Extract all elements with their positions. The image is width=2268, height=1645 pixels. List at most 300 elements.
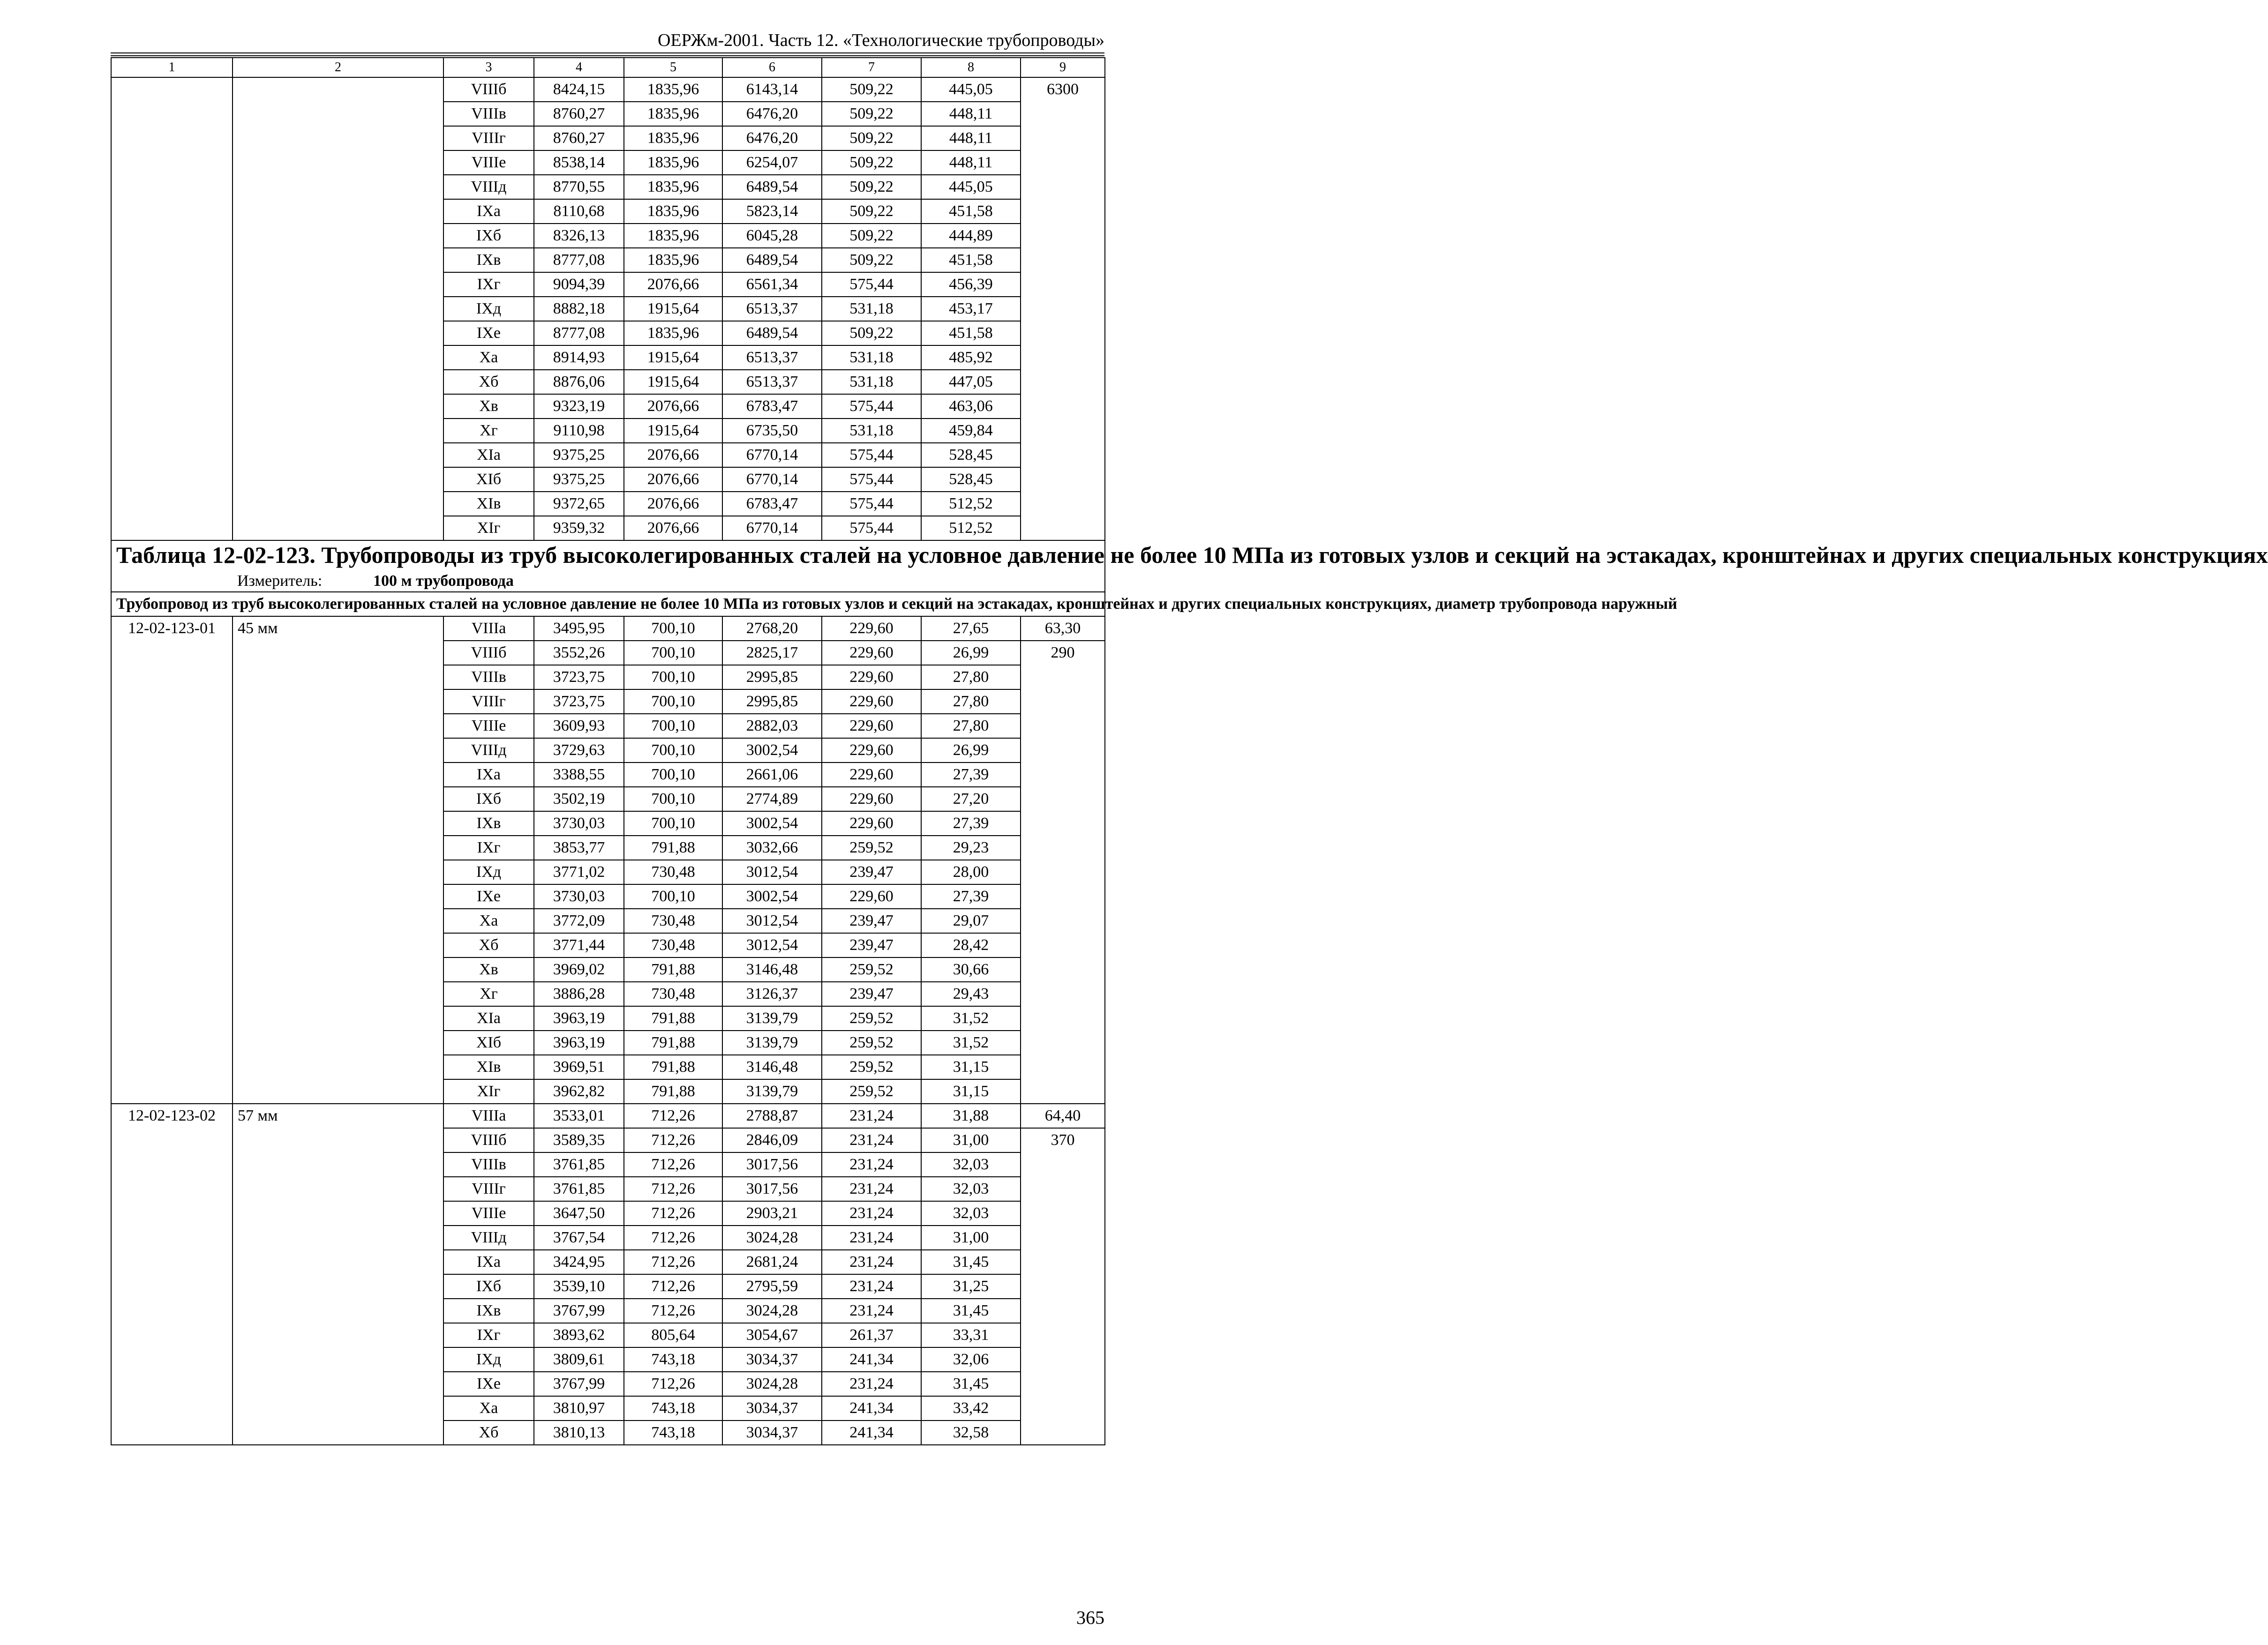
resource-class: XIг — [443, 1079, 534, 1104]
wage-cost: 700,10 — [624, 641, 722, 665]
name-cell — [233, 492, 443, 516]
name-cell — [233, 443, 443, 467]
worker-labor — [1021, 1226, 1105, 1250]
machinist-wage: 259,52 — [822, 1079, 921, 1104]
name-cell — [233, 272, 443, 297]
table-row — [111, 394, 1105, 419]
wage-cost: 700,10 — [624, 738, 722, 763]
resource-class: VIIIе — [443, 714, 534, 738]
code-cell — [111, 199, 233, 224]
resource-class: IXд — [443, 1347, 534, 1372]
wage-cost: 1835,96 — [624, 150, 722, 175]
code-cell — [111, 102, 233, 126]
wage-cost: 743,18 — [624, 1347, 722, 1372]
total-cost: 8110,68 — [534, 199, 624, 224]
material-cost: 448,11 — [921, 102, 1021, 126]
worker-labor — [1021, 787, 1105, 811]
machine-cost: 2903,21 — [722, 1201, 822, 1226]
worker-labor — [1021, 248, 1105, 272]
resource-class: XIв — [443, 1055, 534, 1079]
worker-labor — [1021, 763, 1105, 787]
total-cost: 3609,93 — [534, 714, 624, 738]
resource-class: Xа — [443, 1396, 534, 1421]
worker-labor — [1021, 1250, 1105, 1274]
code-cell — [111, 419, 233, 443]
machinist-wage: 229,60 — [822, 665, 921, 689]
wage-cost: 700,10 — [624, 811, 722, 836]
worker-labor — [1021, 714, 1105, 738]
material-cost: 447,05 — [921, 370, 1021, 394]
resource-class: Xа — [443, 909, 534, 933]
rate-name — [233, 1372, 443, 1396]
table-row — [111, 1372, 1105, 1396]
rate-code — [111, 738, 233, 763]
material-cost: 30,66 — [921, 957, 1021, 982]
table-row — [111, 665, 1105, 689]
column-number: 2 — [233, 58, 443, 77]
rate-code — [111, 860, 233, 884]
machinist-wage: 259,52 — [822, 1055, 921, 1079]
wage-cost: 712,26 — [624, 1152, 722, 1177]
resource-class: IXб — [443, 787, 534, 811]
total-cost: 3771,02 — [534, 860, 624, 884]
wage-cost: 700,10 — [624, 616, 722, 641]
machine-cost: 3034,37 — [722, 1347, 822, 1372]
worker-labor — [1021, 957, 1105, 982]
machinist-wage: 509,22 — [822, 77, 921, 102]
rate-name — [233, 1396, 443, 1421]
resource-class: IXг — [443, 1323, 534, 1347]
machine-cost: 6783,47 — [722, 394, 822, 419]
machinist-wage: 531,18 — [822, 297, 921, 321]
total-cost: 3730,03 — [534, 811, 624, 836]
rate-code — [111, 1250, 233, 1274]
resource-class: VIIIг — [443, 1177, 534, 1201]
worker-labor — [1021, 321, 1105, 345]
wage-cost: 712,26 — [624, 1226, 722, 1250]
code-cell — [111, 467, 233, 492]
material-cost: 26,99 — [921, 738, 1021, 763]
wage-cost: 2076,66 — [624, 443, 722, 467]
table-row — [111, 199, 1105, 224]
machinist-wage: 509,22 — [822, 102, 921, 126]
total-cost: 3767,99 — [534, 1372, 624, 1396]
material-cost: 463,06 — [921, 394, 1021, 419]
total-cost: 9094,39 — [534, 272, 624, 297]
resource-class: VIIIг — [443, 126, 534, 150]
total-cost: 8538,14 — [534, 150, 624, 175]
material-cost: 453,17 — [921, 297, 1021, 321]
total-cost: 9372,65 — [534, 492, 624, 516]
rate-code — [111, 1323, 233, 1347]
wage-cost: 712,26 — [624, 1128, 722, 1152]
machinist-wage: 509,22 — [822, 126, 921, 150]
rate-name — [233, 1323, 443, 1347]
rate-name: 57 мм — [233, 1104, 443, 1128]
rate-code — [111, 1347, 233, 1372]
material-cost: 451,58 — [921, 321, 1021, 345]
total-cost: 3424,95 — [534, 1250, 624, 1274]
column-number: 1 — [111, 58, 233, 77]
machinist-wage: 575,44 — [822, 492, 921, 516]
machine-cost: 3024,28 — [722, 1226, 822, 1250]
material-cost: 31,00 — [921, 1128, 1021, 1152]
total-cost: 3772,09 — [534, 909, 624, 933]
machine-cost: 3012,54 — [722, 860, 822, 884]
machine-cost: 2661,06 — [722, 763, 822, 787]
machinist-wage: 531,18 — [822, 370, 921, 394]
rate-name — [233, 1274, 443, 1299]
table-row — [111, 1274, 1105, 1299]
code-cell — [111, 224, 233, 248]
machine-cost: 2681,24 — [722, 1250, 822, 1274]
table-row — [111, 1128, 1105, 1152]
total-cost: 3533,01 — [534, 1104, 624, 1128]
resource-class: XIб — [443, 467, 534, 492]
table-row — [111, 763, 1105, 787]
machine-cost: 2774,89 — [722, 787, 822, 811]
rate-name — [233, 1079, 443, 1104]
total-cost: 3962,82 — [534, 1079, 624, 1104]
resource-class: VIIIв — [443, 1152, 534, 1177]
worker-labor — [1021, 1055, 1105, 1079]
machinist-wage: 509,22 — [822, 175, 921, 199]
rate-name — [233, 1031, 443, 1055]
rate-name — [233, 1006, 443, 1031]
worker-labor — [1021, 884, 1105, 909]
resource-class: VIIIб — [443, 77, 534, 102]
total-cost: 8777,08 — [534, 248, 624, 272]
table-body — [111, 58, 2268, 1445]
wage-cost: 743,18 — [624, 1396, 722, 1421]
wage-cost: 712,26 — [624, 1299, 722, 1323]
worker-labor — [1021, 1152, 1105, 1177]
worker-labor — [1021, 1396, 1105, 1421]
total-cost: 3723,75 — [534, 689, 624, 714]
total-cost: 3723,75 — [534, 665, 624, 689]
machinist-wage: 229,60 — [822, 811, 921, 836]
machine-cost: 2995,85 — [722, 665, 822, 689]
resource-class: VIIIа — [443, 1104, 534, 1128]
table-row — [111, 641, 1105, 665]
rate-name — [233, 1250, 443, 1274]
name-cell — [233, 224, 443, 248]
name-cell — [233, 297, 443, 321]
wage-cost: 1835,96 — [624, 224, 722, 248]
total-cost: 3810,13 — [534, 1421, 624, 1445]
rate-name — [233, 689, 443, 714]
machine-cost: 2795,59 — [722, 1274, 822, 1299]
rate-name — [233, 957, 443, 982]
wage-cost: 791,88 — [624, 1031, 722, 1055]
worker-labor: 63,30 — [1021, 616, 1105, 641]
resource-class: IXв — [443, 1299, 534, 1323]
table-row — [111, 370, 1105, 394]
material-cost: 27,39 — [921, 811, 1021, 836]
material-cost: 445,05 — [921, 77, 1021, 102]
machine-cost: 3139,79 — [722, 1079, 822, 1104]
total-cost: 3963,19 — [534, 1031, 624, 1055]
rate-name: 45 мм — [233, 616, 443, 641]
section-description: Трубопровод из труб высоколегированных сталей на условное давление не более 10 МПа из готовых узлов и секций на эстакадах, кронштейнах и других специальных конструкциях, диаметр трубопровода наружный — [111, 592, 1105, 616]
resource-class: IXг — [443, 272, 534, 297]
machinist-wage: 575,44 — [822, 516, 921, 540]
machine-cost: 6770,14 — [722, 467, 822, 492]
material-cost: 31,52 — [921, 1006, 1021, 1031]
material-cost: 31,45 — [921, 1372, 1021, 1396]
material-cost: 31,88 — [921, 1104, 1021, 1128]
total-cost: 8760,27 — [534, 102, 624, 126]
total-cost: 8876,06 — [534, 370, 624, 394]
machinist-wage: 509,22 — [822, 321, 921, 345]
wage-cost: 700,10 — [624, 689, 722, 714]
machine-cost: 3139,79 — [722, 1031, 822, 1055]
code-cell — [111, 248, 233, 272]
column-number: 4 — [534, 58, 624, 77]
rate-name — [233, 982, 443, 1006]
wage-cost: 1915,64 — [624, 370, 722, 394]
machine-cost: 2768,20 — [722, 616, 822, 641]
resource-class: VIIIв — [443, 665, 534, 689]
machinist-wage: 575,44 — [822, 272, 921, 297]
code-cell — [111, 126, 233, 150]
material-cost: 27,80 — [921, 714, 1021, 738]
table-row — [111, 1201, 1105, 1226]
wage-cost: 791,88 — [624, 836, 722, 860]
wage-cost: 712,26 — [624, 1201, 722, 1226]
table-row — [111, 1421, 1105, 1445]
worker-labor — [1021, 689, 1105, 714]
rate-code — [111, 1396, 233, 1421]
rate-code — [111, 665, 233, 689]
wage-cost: 700,10 — [624, 665, 722, 689]
table-row — [111, 909, 1105, 933]
worker-labor — [1021, 126, 1105, 150]
rate-code — [111, 884, 233, 909]
material-cost: 29,43 — [921, 982, 1021, 1006]
measure-line — [116, 571, 1100, 591]
rate-name — [233, 836, 443, 860]
machine-cost: 3017,56 — [722, 1152, 822, 1177]
rate-code — [111, 1006, 233, 1031]
rate-code — [111, 1274, 233, 1299]
worker-labor — [1021, 811, 1105, 836]
machinist-wage: 239,47 — [822, 982, 921, 1006]
resource-class: VIIIд — [443, 738, 534, 763]
name-cell — [233, 102, 443, 126]
machine-cost: 6735,50 — [722, 419, 822, 443]
header-rule — [111, 52, 1104, 53]
wage-cost: 1835,96 — [624, 77, 722, 102]
resource-class: VIIIб — [443, 641, 534, 665]
wage-cost: 712,26 — [624, 1372, 722, 1396]
total-cost: 3539,10 — [534, 1274, 624, 1299]
machinist-wage: 259,52 — [822, 1031, 921, 1055]
worker-labor — [1021, 150, 1105, 175]
resource-class: VIIIв — [443, 102, 534, 126]
resource-class: IXа — [443, 1250, 534, 1274]
machinist-wage: 575,44 — [822, 394, 921, 419]
table-row — [111, 1226, 1105, 1250]
rate-name — [233, 1299, 443, 1323]
table-row — [111, 102, 1105, 126]
table-row — [111, 957, 1105, 982]
material-cost: 512,52 — [921, 516, 1021, 540]
wage-cost: 791,88 — [624, 957, 722, 982]
worker-labor — [1021, 909, 1105, 933]
resource-class: Xв — [443, 957, 534, 982]
rate-code — [111, 1055, 233, 1079]
name-cell — [233, 467, 443, 492]
machine-cost: 2995,85 — [722, 689, 822, 714]
machinist-wage: 261,37 — [822, 1323, 921, 1347]
machinist-wage: 239,47 — [822, 909, 921, 933]
machinist-wage: 239,47 — [822, 933, 921, 957]
page-number: 365 — [1076, 1607, 1104, 1628]
rate-code — [111, 982, 233, 1006]
table-row — [111, 224, 1105, 248]
material-cost: 444,89 — [921, 224, 1021, 248]
name-cell — [233, 321, 443, 345]
table-row — [111, 787, 1105, 811]
wage-cost: 1915,64 — [624, 419, 722, 443]
machinist-wage: 575,44 — [822, 467, 921, 492]
header-rule-double — [111, 55, 1104, 56]
machinist-wage: 229,60 — [822, 641, 921, 665]
rate-code — [111, 689, 233, 714]
total-cost: 3552,26 — [534, 641, 624, 665]
rate-name — [233, 1055, 443, 1079]
rate-name — [233, 811, 443, 836]
resource-class: IXв — [443, 248, 534, 272]
machinist-wage: 509,22 — [822, 199, 921, 224]
machinist-wage: 231,24 — [822, 1274, 921, 1299]
name-cell — [233, 126, 443, 150]
table-row — [111, 616, 1105, 641]
table-row — [111, 1152, 1105, 1177]
rate-name — [233, 1201, 443, 1226]
measure-label: Измеритель: — [237, 572, 323, 590]
table-row — [111, 126, 1105, 150]
machine-cost: 6143,14 — [722, 77, 822, 102]
worker-labor — [1021, 224, 1105, 248]
rate-code — [111, 714, 233, 738]
material-cost: 31,52 — [921, 1031, 1021, 1055]
worker-labor — [1021, 1006, 1105, 1031]
worker-labor: 6300 — [1021, 77, 1105, 102]
table-row — [111, 443, 1105, 467]
table-row — [111, 1079, 1105, 1104]
machine-cost: 6489,54 — [722, 248, 822, 272]
worker-labor — [1021, 175, 1105, 199]
rate-code — [111, 1421, 233, 1445]
material-cost: 32,06 — [921, 1347, 1021, 1372]
material-cost: 27,65 — [921, 616, 1021, 641]
material-cost: 29,07 — [921, 909, 1021, 933]
table-row — [111, 419, 1105, 443]
wage-cost: 1835,96 — [624, 199, 722, 224]
worker-labor — [1021, 1079, 1105, 1104]
resource-class: XIв — [443, 492, 534, 516]
wage-cost: 1915,64 — [624, 297, 722, 321]
resource-class: IXе — [443, 1372, 534, 1396]
material-cost: 512,52 — [921, 492, 1021, 516]
table-row — [111, 1299, 1105, 1323]
resource-class: VIIIа — [443, 616, 534, 641]
machine-cost: 3002,54 — [722, 811, 822, 836]
name-cell — [233, 394, 443, 419]
wage-cost: 712,26 — [624, 1250, 722, 1274]
resource-class: XIа — [443, 443, 534, 467]
column-number: 8 — [921, 58, 1021, 77]
machinist-wage: 239,47 — [822, 860, 921, 884]
resource-class: IXб — [443, 1274, 534, 1299]
worker-labor — [1021, 1347, 1105, 1372]
wage-cost: 743,18 — [624, 1421, 722, 1445]
material-cost: 33,42 — [921, 1396, 1021, 1421]
machinist-wage: 229,60 — [822, 738, 921, 763]
resource-class: VIIIг — [443, 689, 534, 714]
resource-class: VIIIд — [443, 175, 534, 199]
rate-name — [233, 763, 443, 787]
worker-labor — [1021, 1323, 1105, 1347]
table-row — [111, 175, 1105, 199]
table-row — [111, 297, 1105, 321]
resource-class: Xв — [443, 394, 534, 419]
machine-cost: 3032,66 — [722, 836, 822, 860]
worker-labor — [1021, 297, 1105, 321]
material-cost: 459,84 — [921, 419, 1021, 443]
material-cost: 27,80 — [921, 665, 1021, 689]
machinist-wage: 575,44 — [822, 443, 921, 467]
rate-name — [233, 933, 443, 957]
total-cost: 3502,19 — [534, 787, 624, 811]
machine-cost: 3034,37 — [722, 1421, 822, 1445]
rate-code — [111, 1299, 233, 1323]
running-header: ОЕРЖм-2001. Часть 12. «Технологические трубопроводы» — [657, 30, 1104, 50]
wage-cost: 730,48 — [624, 860, 722, 884]
material-cost: 32,58 — [921, 1421, 1021, 1445]
resource-class: Xа — [443, 345, 534, 370]
material-cost: 456,39 — [921, 272, 1021, 297]
section-title-row — [111, 540, 1105, 592]
name-cell — [233, 77, 443, 102]
material-cost: 27,80 — [921, 689, 1021, 714]
machine-cost: 2825,17 — [722, 641, 822, 665]
wage-cost: 1835,96 — [624, 102, 722, 126]
name-cell — [233, 248, 443, 272]
table-row — [111, 1031, 1105, 1055]
machine-cost: 3034,37 — [722, 1396, 822, 1421]
worker-labor — [1021, 272, 1105, 297]
wage-cost: 712,26 — [624, 1274, 722, 1299]
table-row — [111, 1323, 1105, 1347]
total-cost: 3969,02 — [534, 957, 624, 982]
name-cell — [233, 345, 443, 370]
column-number: 9 — [1021, 58, 1105, 77]
total-cost: 3761,85 — [534, 1152, 624, 1177]
table-row — [111, 1006, 1105, 1031]
worker-labor — [1021, 1421, 1105, 1445]
machine-cost: 3012,54 — [722, 909, 822, 933]
machine-cost: 2788,87 — [722, 1104, 822, 1128]
wage-cost: 730,48 — [624, 982, 722, 1006]
rate-name — [233, 1128, 443, 1152]
rate-code — [111, 763, 233, 787]
rate-code: 12-02-123-02 — [111, 1104, 233, 1128]
worker-labor — [1021, 1299, 1105, 1323]
material-cost: 28,42 — [921, 933, 1021, 957]
